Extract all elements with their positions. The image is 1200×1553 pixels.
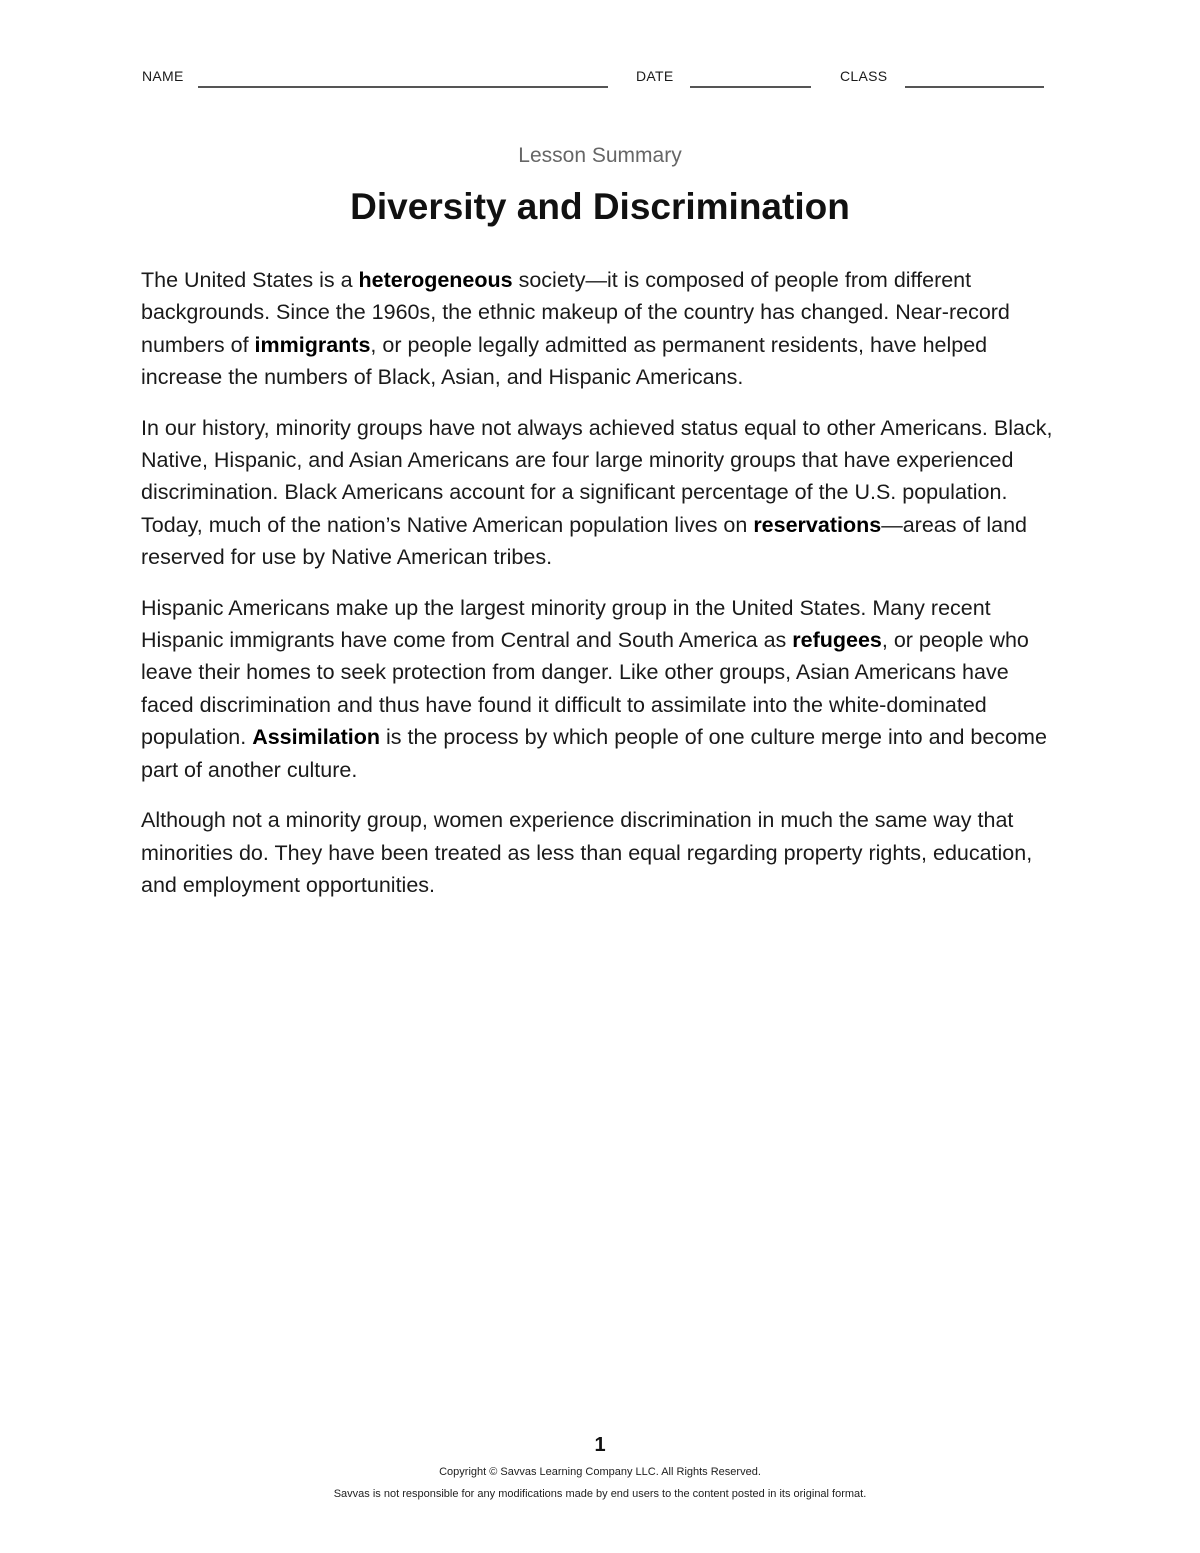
class-field-line[interactable] [905,86,1044,88]
key-term: reservations [753,512,882,537]
name-label: NAME [142,68,184,84]
key-term: refugees [792,628,882,653]
lesson-summary-subtitle: Lesson Summary [518,144,682,167]
date-field-line[interactable] [690,86,811,88]
page-title: Diversity and Discrimination [350,186,850,227]
key-term: immigrants [254,332,371,357]
paragraph-4 [141,804,1061,901]
page-number: 1 [594,1434,606,1456]
body-text: , or people legally admitted as permanent residents, have helped increase the numbers of Black, Asian, and Hispanic Americans. [141,332,988,390]
student-info-header [142,66,1046,90]
body-text: is the process by which people of one culture merge into and become part of another culture. [141,725,1047,782]
body-text: In our history, minority groups have not always achieved status equal to other Americans. Black, Native, Hispanic, and Asian Americans are four large minority groups that have experienced discrimination. Black Americans account for a significant percentage of the U.S. population. Today, much of the nation’s Native American population lives on [141,415,1053,537]
date-label: DATE [636,68,674,84]
disclaimer-notice: Savvas is not responsible for any modifications made by end users to the content posted in its original format. [333,1488,867,1500]
paragraph-3 [141,592,1061,786]
key-term: heterogeneous [358,268,513,292]
copyright-notice: Copyright © Savvas Learning Company LLC. All Rights Reserved. [439,1466,761,1478]
body-text: —areas of land reserved for use by Native American tribes. [141,512,1028,570]
body-text: Hispanic Americans make up the largest minority group in the United States. Many recent Hispanic immigrants have come from Central and South America as [141,595,991,653]
name-field-line[interactable] [198,86,608,88]
body-text: The United States is a [141,268,359,292]
key-term: Assimilation [252,725,381,750]
class-label: CLASS [840,68,888,84]
lesson-body [141,264,1061,919]
body-text: society—it is composed of people from different backgrounds. Since the 1960s, the ethnic makeup of the country has changed. Near-record numbers of [141,268,1010,357]
paragraph-1 [141,264,1061,394]
body-text: , or people who leave their homes to seek protection from danger. Like other groups, Asian Americans have faced discrimination and thus have found it difficult to assimilate into the white-dominated population. [141,628,1029,750]
body-text: Although not a minority group, women experience discrimination in much the same way that minorities do. They have been treated as less than equal regarding property rights, education, and employment opportunities. [141,808,1033,897]
paragraph-2 [141,412,1061,574]
